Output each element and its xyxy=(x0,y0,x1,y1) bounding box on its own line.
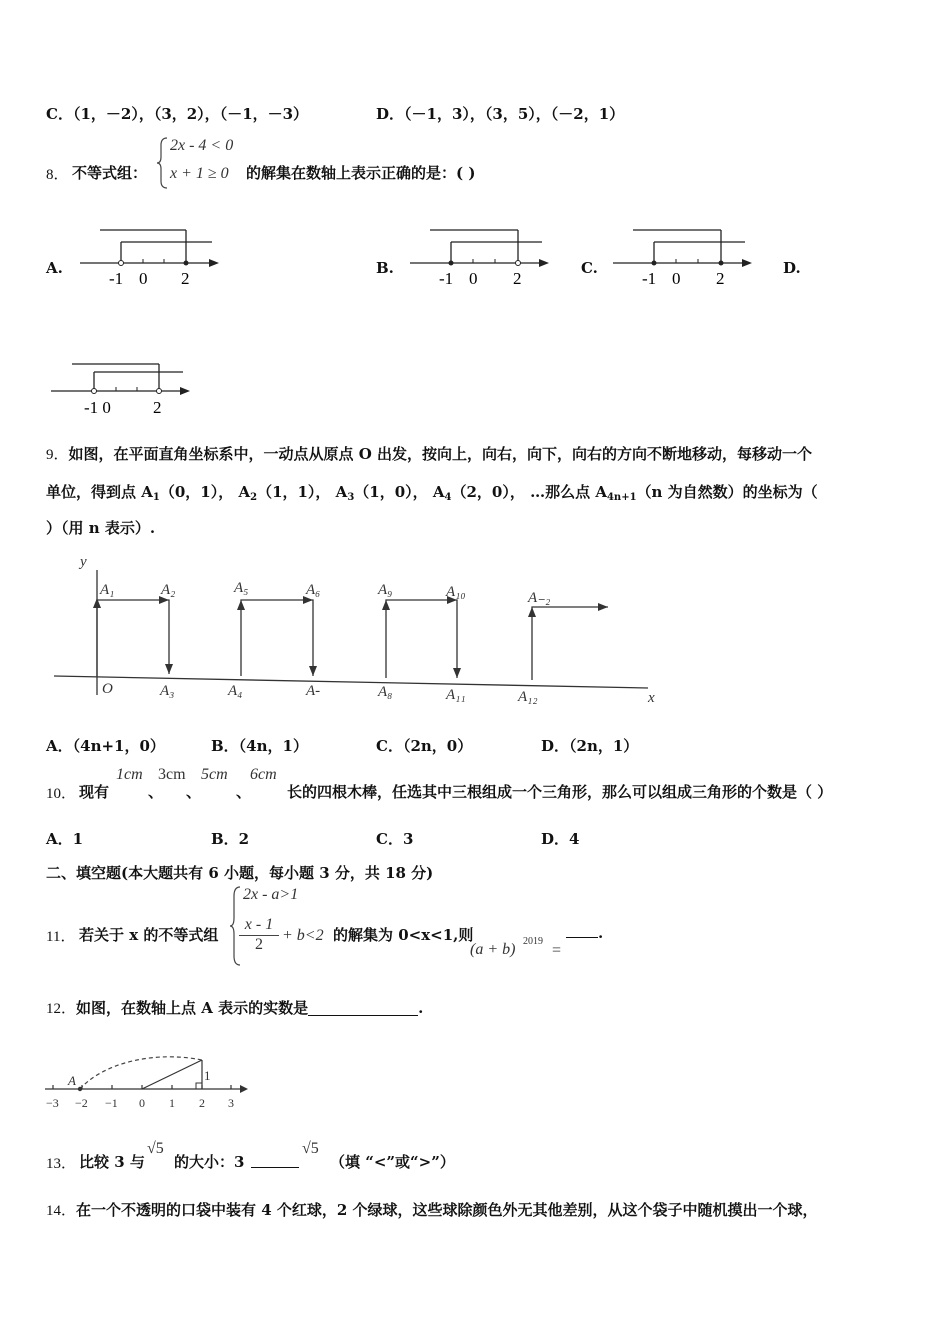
q9-figure xyxy=(48,550,668,710)
origin-label: O xyxy=(102,681,113,697)
open-dot xyxy=(157,389,162,394)
point-label: A₁₀ xyxy=(446,584,466,600)
q9-text-1: 如图，在平面直角坐标系中，一动点从原点 O 出发，按向上，向右，向下，向右的方向不断地移动，每移动一个 xyxy=(68,445,813,463)
point-label: A₁ xyxy=(100,582,115,598)
point-label: A₂ xyxy=(161,582,176,598)
length-label: 1 xyxy=(204,1068,211,1083)
point-label: A₋₂ xyxy=(528,590,551,606)
length-5cm: 5cm xyxy=(201,766,228,783)
q9-text-2a: 单位，得到点 A xyxy=(46,483,153,501)
point-label: A₆ xyxy=(306,582,321,598)
denominator: 2 xyxy=(255,936,263,953)
q9-text-p2: （1，1）， A xyxy=(257,483,348,501)
period: . xyxy=(598,924,604,942)
arrow-icon xyxy=(237,600,245,610)
closed-dot xyxy=(184,261,189,266)
answer-blank[interactable] xyxy=(251,1153,299,1168)
point-a-label: A xyxy=(68,1073,76,1088)
point-label: A₈ xyxy=(378,684,393,700)
x-label: x xyxy=(648,690,655,706)
q12-stem xyxy=(46,997,423,1018)
arrow-icon xyxy=(539,259,549,267)
question-number: 9． xyxy=(46,447,69,463)
arrow-icon xyxy=(309,666,317,676)
arrow-icon xyxy=(598,603,608,611)
tick-label: 1 xyxy=(169,1096,175,1110)
q9-option-c: C．（2n，0） xyxy=(376,737,473,755)
point-label: A₁₂ xyxy=(518,689,538,705)
q8-option-a-numberline xyxy=(75,222,235,290)
equals-sign: = xyxy=(552,942,562,959)
q11-fraction xyxy=(239,916,279,954)
q9-text-p5: （n 为自然数）的坐标为（ xyxy=(636,483,818,501)
subscript: 4 xyxy=(444,492,452,503)
arrow-icon xyxy=(382,600,390,610)
arrow-icon xyxy=(180,387,190,395)
tick-label: −1 xyxy=(105,1096,118,1110)
hypotenuse xyxy=(142,1060,202,1089)
q8-option-a-label: A. xyxy=(46,259,63,277)
q8-option-c-numberline xyxy=(608,222,768,290)
tick-label: 2 xyxy=(181,269,190,288)
q8-tail: 的解集在数轴上表示正确的是：( ) xyxy=(246,164,476,182)
tick-label: -1 xyxy=(109,269,124,288)
q10-option-c: C．3 xyxy=(376,830,414,848)
q14-stem xyxy=(46,1199,818,1220)
question-number: 8． xyxy=(46,167,69,183)
tick-label: -1 xyxy=(642,269,657,288)
y-label: y xyxy=(80,554,87,570)
q9-text-p1: （0，1）， A xyxy=(159,483,251,501)
q8-label: 不等式组： xyxy=(72,164,148,182)
numerator: x - 1 xyxy=(239,916,279,936)
q9-text-p3: （1，0）， A xyxy=(354,483,445,501)
q12-text: 如图，在数轴上点 A 表示的实数是 xyxy=(76,999,309,1017)
arrow-icon xyxy=(453,668,461,678)
q8-option-d-numberline xyxy=(48,356,208,424)
q9-option-d: D．（2n，1） xyxy=(541,737,639,755)
q10-option-d: D．4 xyxy=(541,830,580,848)
tick-label: 0 xyxy=(672,269,681,288)
closed-dot xyxy=(719,261,724,266)
open-dot xyxy=(92,389,97,394)
tick-label: -1 0 xyxy=(84,398,111,417)
tick-label: 2 xyxy=(153,398,162,417)
q8-inequality-2: x + 1 ≥ 0 xyxy=(170,165,229,182)
subscript: 2 xyxy=(250,492,258,503)
tick-label: 2 xyxy=(716,269,725,288)
q11-inequality-2-tail: + b<2 xyxy=(282,927,324,944)
length-3cm: 3cm xyxy=(158,766,186,783)
q11-mid: 的解集为 0<x<1,则 xyxy=(333,926,474,944)
arrow-icon xyxy=(742,259,752,267)
q9-option-b: B．（4n，1） xyxy=(211,737,308,755)
point-label: A- xyxy=(306,683,321,699)
q13-tail: （填 “<”或“>”） xyxy=(330,1153,455,1171)
q9-text-p4: （2，0）， …那么点 A xyxy=(451,483,607,501)
period: . xyxy=(418,999,424,1017)
separator: 、 xyxy=(148,783,164,801)
arrow-icon xyxy=(209,259,219,267)
exponent: 2019 xyxy=(523,936,543,947)
q9-line-3: ）（用 n 表示）. xyxy=(46,519,156,537)
tick-label: 0 xyxy=(139,1096,145,1110)
tick-label: −3 xyxy=(46,1096,59,1110)
q11-expression: (a + b) xyxy=(470,941,516,958)
q8-option-d-label: D. xyxy=(783,259,801,277)
tick-label: 3 xyxy=(228,1096,234,1110)
point-a-dot xyxy=(78,1087,82,1091)
answer-blank[interactable] xyxy=(566,923,598,938)
subscript: 1 xyxy=(152,492,160,503)
subscript: 3 xyxy=(347,492,355,503)
q10-tail: 长的四根木棒，任选其中三根组成一个三角形，那么可以组成三角形的个数是（ ） xyxy=(287,783,833,801)
closed-dot xyxy=(652,261,657,266)
q8-option-b-label: B. xyxy=(376,259,394,277)
separator: 、 xyxy=(236,783,252,801)
arrow-icon xyxy=(240,1085,248,1093)
point-label: A₄ xyxy=(228,683,243,699)
q9-line-1 xyxy=(46,443,812,464)
q7-option-c: C．（1，－2），（3，2），（－1，－3） xyxy=(46,105,309,123)
question-number: 13． xyxy=(46,1156,77,1172)
length-6cm: 6cm xyxy=(250,766,277,783)
brace-icon xyxy=(156,137,170,189)
sqrt-five: √5 xyxy=(302,1140,319,1157)
q10-pre: 现有 xyxy=(79,783,110,801)
q10-stem xyxy=(46,766,926,806)
arc xyxy=(80,1057,202,1089)
answer-blank[interactable] xyxy=(308,1001,418,1016)
tick-label: 0 xyxy=(469,269,478,288)
question-number: 10． xyxy=(46,786,77,802)
q7-option-d: D．（－1，3），（3，5），（－2，1） xyxy=(376,105,625,123)
q8-inequality-1: 2x - 4 < 0 xyxy=(170,137,234,154)
sqrt-five: √5 xyxy=(147,1140,164,1157)
arrow-icon xyxy=(165,664,173,674)
q11-stem xyxy=(46,884,646,968)
closed-dot xyxy=(449,261,454,266)
question-number: 12． xyxy=(46,1001,77,1017)
point-label: A₉ xyxy=(378,582,393,598)
q9-line-2 xyxy=(46,481,818,503)
q9-option-a: A．（4n+1，0） xyxy=(46,737,165,755)
point-label: A₅ xyxy=(234,580,249,596)
q10-option-b: B．2 xyxy=(211,830,250,848)
q12-numberline-figure xyxy=(40,1025,260,1115)
q10-option-a: A．1 xyxy=(46,830,84,848)
length-1cm: 1cm xyxy=(116,766,143,783)
point-label: A₁₁ xyxy=(446,687,466,703)
question-number: 11． xyxy=(46,929,76,945)
q13-stem xyxy=(46,1136,546,1172)
separator: 、 xyxy=(186,783,202,801)
q8-option-c-label: C. xyxy=(581,259,598,277)
right-angle-icon xyxy=(196,1083,202,1089)
q14-text: 在一个不透明的口袋中装有 4 个红球，2 个绿球，这些球除颜色外无其他差别，从这个袋子中随机摸出一个球， xyxy=(76,1201,818,1219)
tick-label: 2 xyxy=(513,269,522,288)
subscript: 4n+1 xyxy=(606,492,637,503)
q8-option-b-numberline xyxy=(405,222,565,290)
point-label: A₃ xyxy=(160,683,175,699)
tick-label: −2 xyxy=(75,1096,88,1110)
section-title: 二、填空题(本大题共有 6 小题，每小题 3 分，共 18 分) xyxy=(46,864,434,882)
arrow-icon xyxy=(528,607,536,617)
x-axis xyxy=(54,676,648,688)
open-dot xyxy=(119,261,124,266)
tick-label: 0 xyxy=(139,269,148,288)
tick-label: 2 xyxy=(199,1096,205,1110)
open-dot xyxy=(516,261,521,266)
question-number: 14． xyxy=(46,1203,77,1219)
q11-pre: 若关于 x 的不等式组 xyxy=(79,926,219,944)
q11-inequality-1: 2x - a>1 xyxy=(243,886,299,903)
q13-mid: 的大小：3 xyxy=(174,1153,245,1171)
tick-label: -1 xyxy=(439,269,454,288)
q13-pre: 比较 3 与 xyxy=(79,1153,145,1171)
